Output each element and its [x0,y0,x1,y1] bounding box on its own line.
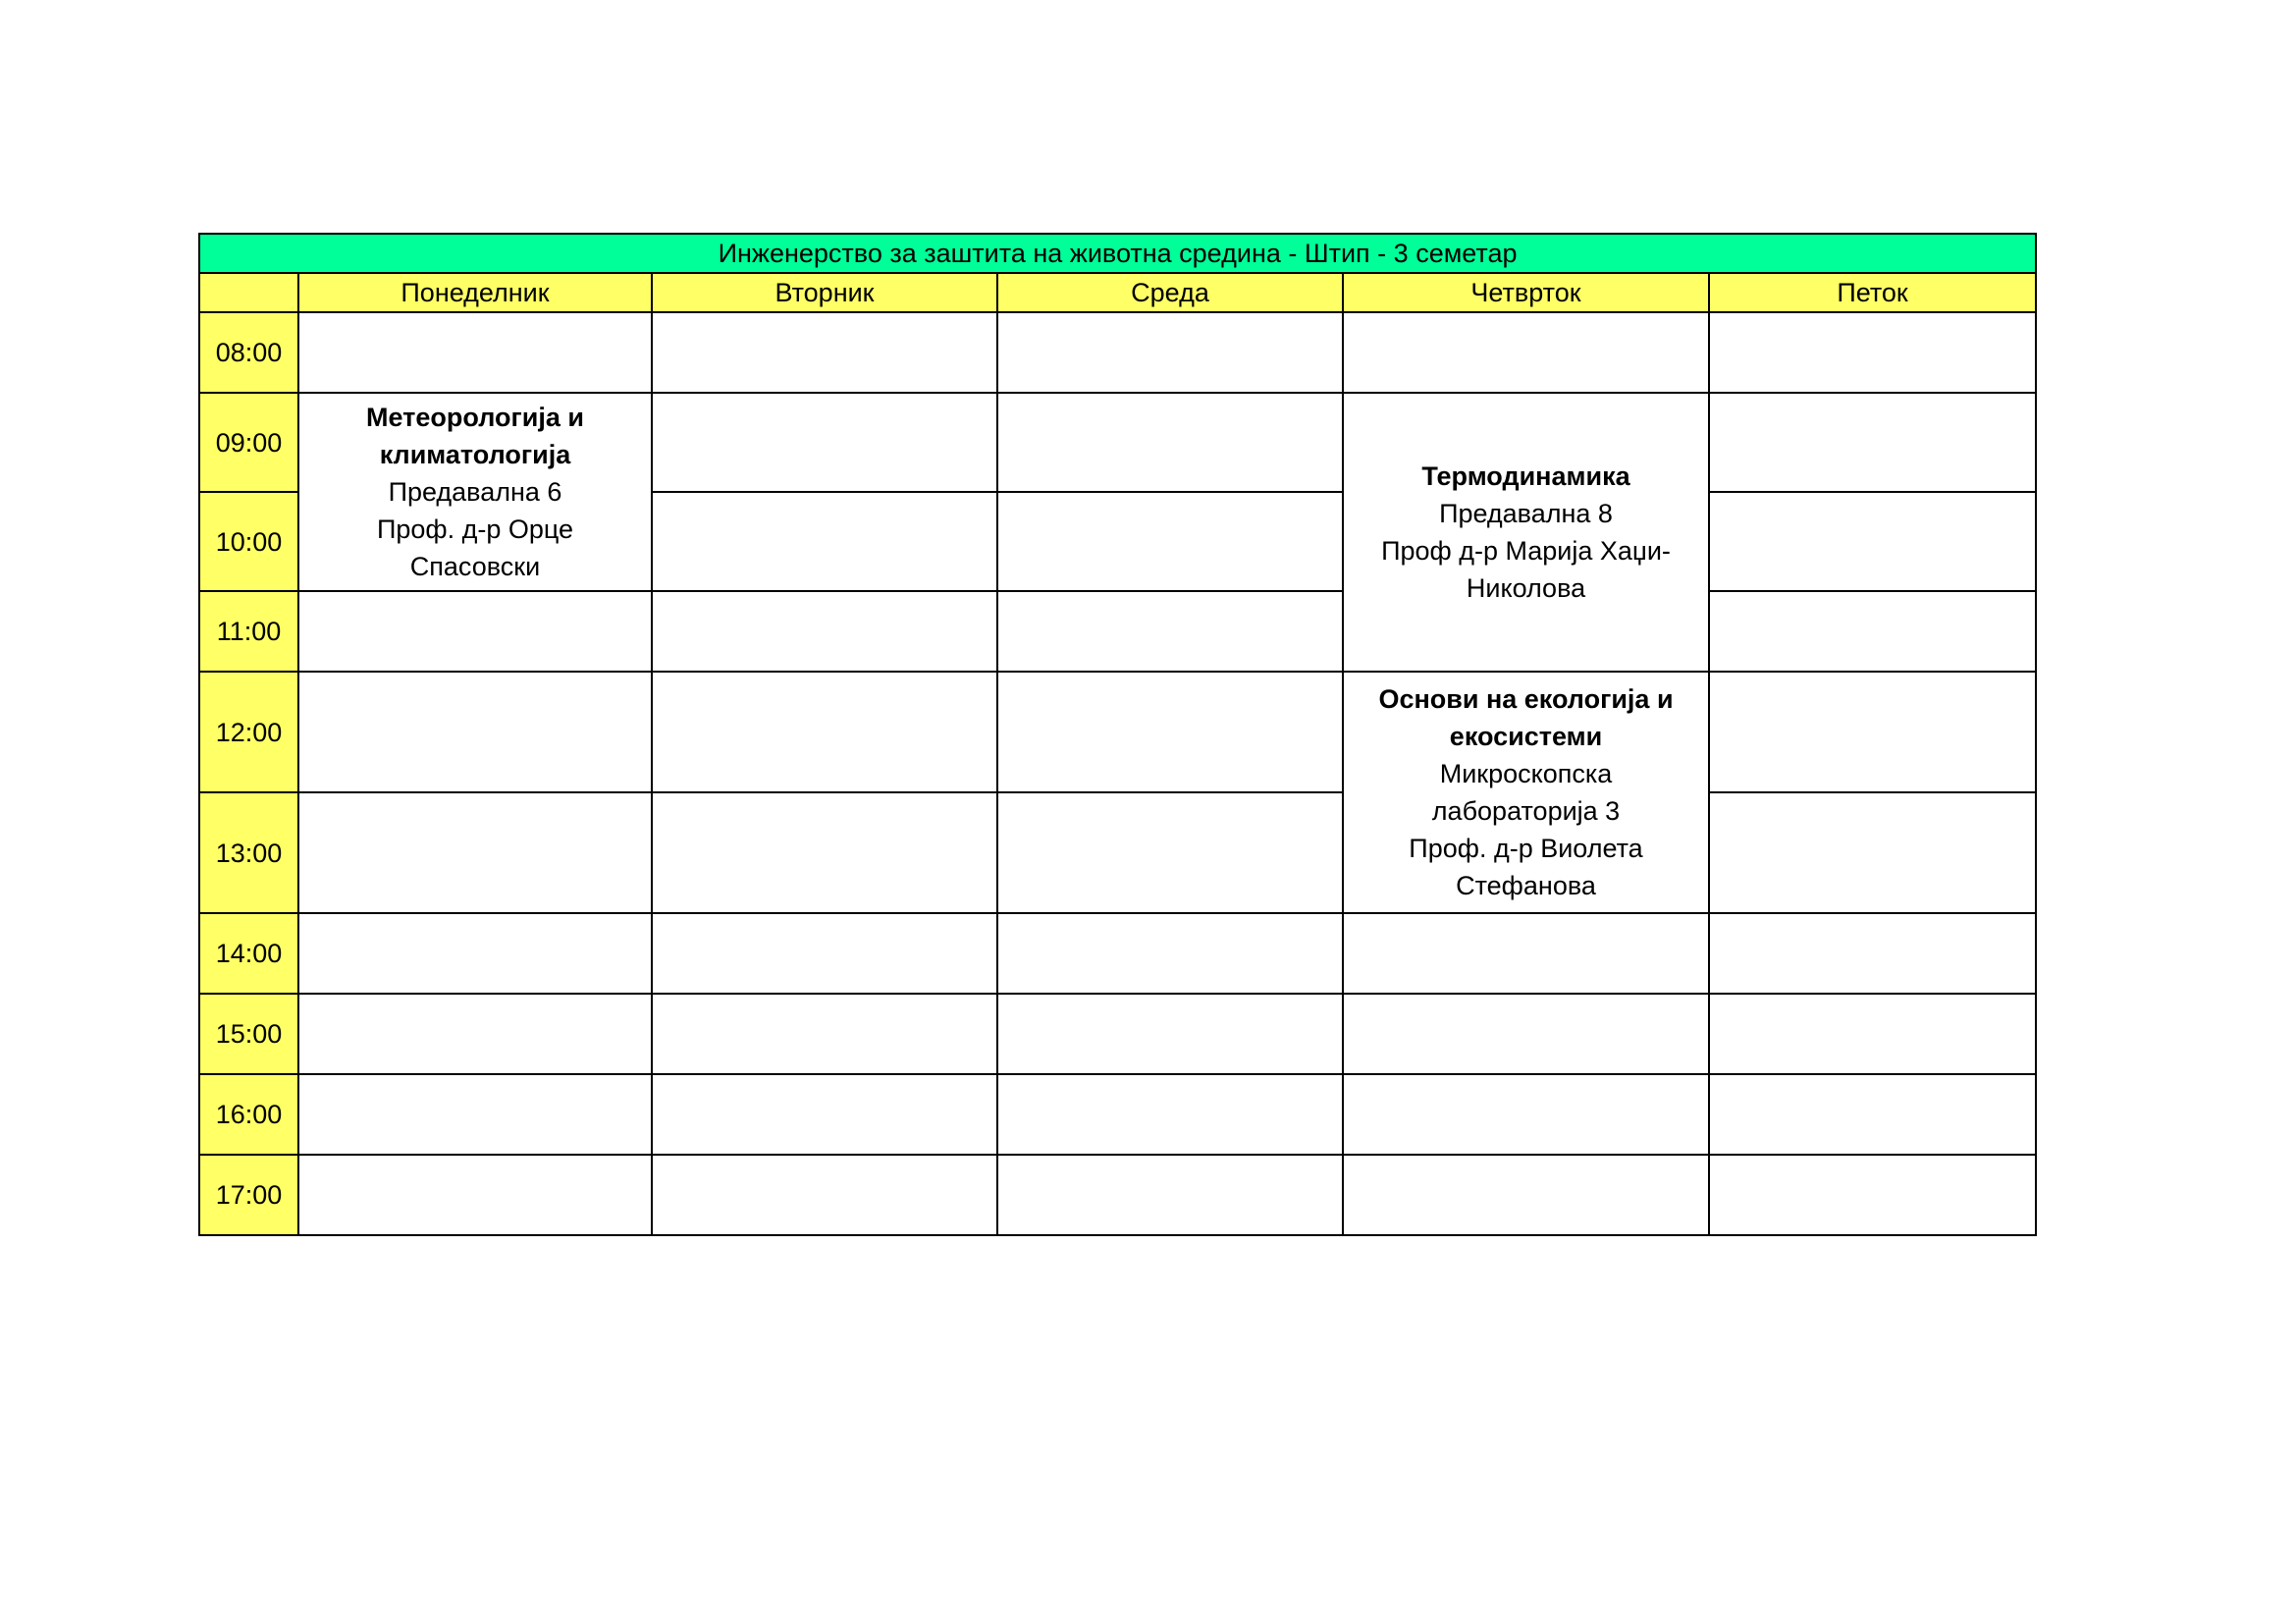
time-label: 17:00 [199,1155,298,1235]
course-professor: Спасовски [409,552,541,581]
empty-cell [1343,913,1709,994]
empty-cell [652,591,997,672]
day-header-tuesday: Вторник [652,273,997,312]
empty-cell [652,1074,997,1155]
course-meteorology [298,393,652,591]
time-label: 10:00 [199,492,298,591]
course-room: Предавална 6 [388,477,562,507]
empty-cell [652,1155,997,1235]
course-room: Микроскопска [1439,759,1613,788]
empty-cell [997,312,1343,393]
time-label: 12:00 [199,672,298,792]
time-label: 09:00 [199,393,298,492]
schedule-title: Инженерство за заштита на животна средина - Штип - 3 семетар [199,234,2036,273]
empty-cell [298,1074,652,1155]
empty-cell [652,913,997,994]
time-label: 16:00 [199,1074,298,1155]
empty-cell [997,792,1343,913]
empty-cell [298,913,652,994]
empty-cell [652,393,997,492]
empty-cell [1343,312,1709,393]
empty-cell [997,1074,1343,1155]
empty-cell [298,591,652,672]
course-ecology [1343,672,1709,913]
time-label: 11:00 [199,591,298,672]
empty-cell [997,393,1343,492]
empty-cell [298,994,652,1074]
empty-cell [1343,994,1709,1074]
course-name: екосистеми [1449,722,1603,751]
course-room: лабораторија 3 [1431,796,1621,826]
empty-cell [997,994,1343,1074]
course-professor: Проф. д-р Виолета [1409,834,1643,863]
course-room: Предавална 8 [1439,499,1613,528]
empty-cell [1709,994,2036,1074]
empty-cell [298,672,652,792]
empty-cell [298,312,652,393]
empty-cell [298,792,652,913]
header-corner [199,273,298,312]
empty-cell [997,591,1343,672]
empty-cell [652,312,997,393]
empty-cell [1709,1074,2036,1155]
empty-cell [997,672,1343,792]
empty-cell [1709,1155,2036,1235]
empty-cell [298,1155,652,1235]
course-name: Термодинамика [1421,461,1630,491]
empty-cell [997,913,1343,994]
empty-cell [652,672,997,792]
day-header-thursday: Четврток [1343,273,1709,312]
empty-cell [1343,1155,1709,1235]
course-professor: Проф. д-р Орце [376,514,574,544]
course-name: Основи на екологија и [1378,684,1674,714]
schedule-table [198,233,2037,1236]
time-label: 13:00 [199,792,298,913]
empty-cell [1343,1074,1709,1155]
empty-cell [997,1155,1343,1235]
empty-cell [652,492,997,591]
course-name: климатологија [379,440,571,469]
course-professor: Проф д-р Марија Хаџи- [1381,536,1671,566]
empty-cell [1709,312,2036,393]
course-thermodynamics [1343,393,1709,672]
time-label: 15:00 [199,994,298,1074]
day-header-friday: Петок [1709,273,2036,312]
empty-cell [1709,393,2036,492]
empty-cell [652,994,997,1074]
course-name: Метеорологија и [366,403,584,432]
course-professor: Николова [1466,573,1586,603]
empty-cell [652,792,997,913]
day-header-wednesday: Среда [997,273,1343,312]
time-label: 08:00 [199,312,298,393]
empty-cell [1709,492,2036,591]
empty-cell [997,492,1343,591]
empty-cell [1709,792,2036,913]
day-header-monday: Понеделник [298,273,652,312]
empty-cell [1709,672,2036,792]
time-label: 14:00 [199,913,298,994]
empty-cell [1709,913,2036,994]
course-professor: Стефанова [1456,871,1596,900]
empty-cell [1709,591,2036,672]
